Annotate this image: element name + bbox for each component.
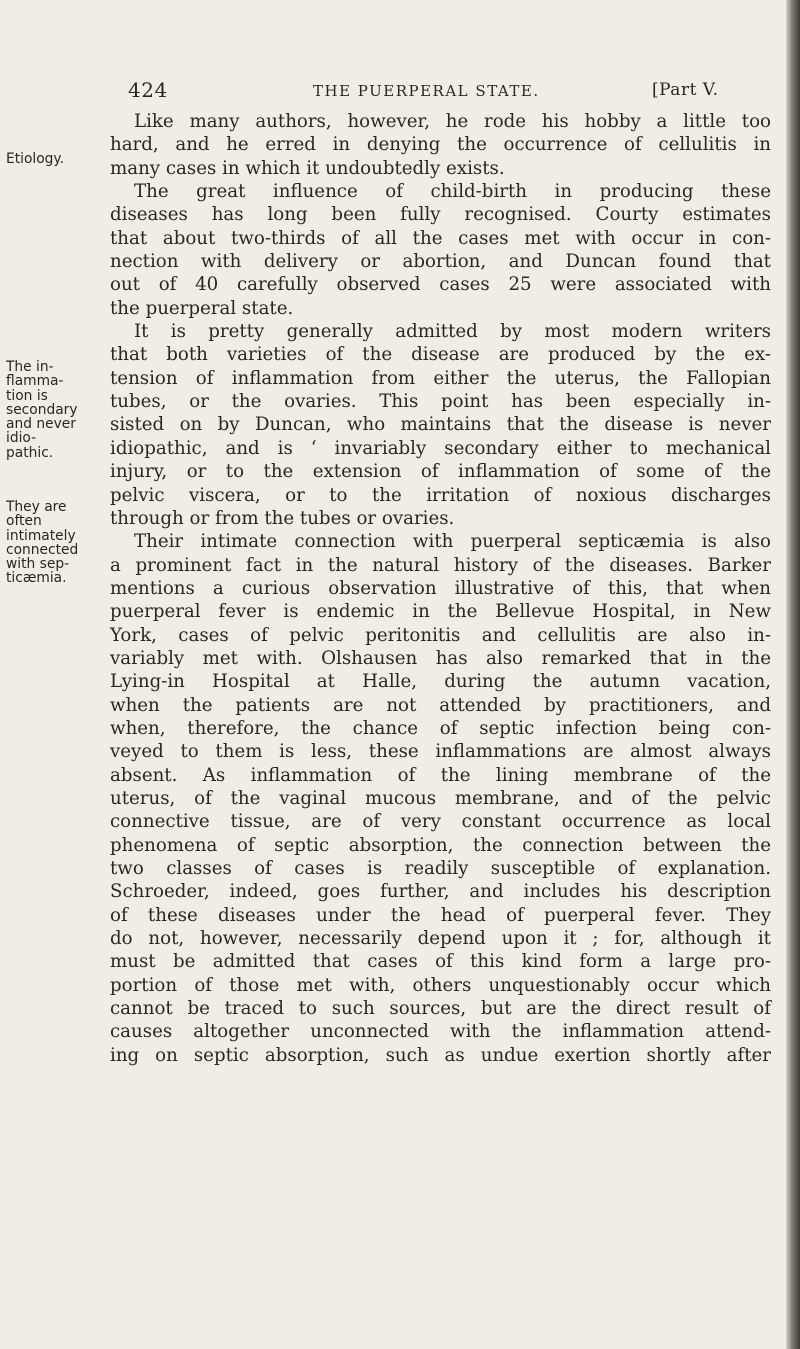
page-header [0, 78, 800, 108]
text-line: Lying-in Hospital at Halle, during the autumn vacation, [110, 671, 771, 693]
text-line: The great influence of child-birth in producing these [134, 181, 771, 203]
text-line: nection with delivery or abortion, and Duncan found that [110, 251, 771, 273]
text-line: when, therefore, the chance of septic infection being con- [110, 717, 771, 739]
margin-note-line: with sep- [6, 556, 70, 573]
text-line: variably met with. Olshausen has also remarked that in the [110, 647, 771, 669]
text-line: idiopathic, and is ‘ invariably secondary either to mechanical [110, 437, 771, 459]
text-line: Schroeder, indeed, goes further, and includes his description [110, 881, 771, 903]
margin-note-line: The in- [6, 359, 54, 375]
text-line: connective tissue, are of very constant occurrence as local [110, 811, 771, 833]
text-line: diseases has long been fully recognised. Courty estimates [110, 204, 771, 226]
text-line: tubes, or the ovaries. This point has been especially in- [110, 391, 771, 413]
page-edge-shadow [786, 0, 800, 1349]
part-label: [Part V. [652, 80, 719, 100]
text-line: through or from the tubes or ovaries. [110, 507, 455, 529]
text-line: out of 40 carefully observed cases 25 were associated with [110, 274, 771, 296]
margin-note-line: intimately [6, 527, 76, 544]
margin-note-inflammation [6, 360, 104, 460]
text-line: portion of those met with, others unquestionably occur which [110, 974, 771, 996]
margin-note-line: tion is [6, 387, 48, 404]
text-line: of these diseases under the head of puerperal fever. They [110, 904, 771, 926]
margin-note-line: idio- [6, 430, 37, 447]
body-text [110, 110, 771, 1067]
margin-note-line: flamma- [6, 373, 64, 390]
margin-note-line: and never [6, 416, 76, 433]
text-line: veyed to them is less, these inflammations are almost always [110, 741, 771, 763]
margin-note-line: They are [6, 499, 67, 515]
margin-note-line: Etiology. [6, 151, 65, 167]
page-number: 424 [128, 78, 168, 102]
margin-note-line: often [6, 513, 42, 530]
text-line: must be admitted that cases of this kind form a large pro- [110, 951, 771, 973]
margin-note-etiology [6, 152, 104, 166]
margin-note-septicaemia [6, 500, 104, 586]
text-line: York, cases of pelvic peritonitis and cellulitis are also in- [110, 624, 771, 646]
text-line: tension of inflammation from either the uterus, the Fallopian [110, 367, 771, 389]
text-line: Their intimate connection with puerperal septicæmia is also [134, 531, 771, 553]
text-line: injury, or to the extension of inflammation of some of the [110, 461, 771, 483]
text-line: uterus, of the vaginal mucous membrane, and of the pelvic [110, 787, 771, 809]
text-line: ing on septic absorption, such as undue exertion shortly after [110, 1044, 771, 1066]
text-line: puerperal fever is endemic in the Bellevue Hospital, in New [110, 601, 771, 623]
text-line: pelvic viscera, or to the irritation of noxious discharges [110, 484, 771, 506]
text-line: two classes of cases is readily susceptible of explanation. [110, 858, 771, 879]
text-line: that both varieties of the disease are produced by the ex- [110, 344, 771, 366]
text-line: that about two-thirds of all the cases met with occur in con- [110, 227, 771, 249]
margin-note-line: connected [6, 541, 79, 558]
running-title: THE PUERPERAL STATE. [313, 82, 540, 100]
text-line: when the patients are not attended by practitioners, and [110, 694, 771, 716]
text-line: many cases in which it undoubtedly exists. [110, 157, 505, 179]
margin-note-line: ticæmia. [6, 570, 67, 587]
text-line: cannot be traced to such sources, but are the direct result of [110, 998, 771, 1020]
text-line: mentions a curious observation illustrative of this, that when [110, 577, 771, 599]
text-line: a prominent fact in the natural history of the diseases. Barker [110, 554, 771, 576]
text-line: absent. As inflammation of the lining membrane of the [110, 764, 771, 786]
text-line: do not, however, necessarily depend upon it ; for, although it [110, 928, 771, 950]
margin-note-line: pathic. [6, 444, 54, 461]
text-line: It is pretty generally admitted by most modern writers [134, 321, 771, 343]
text-line: phenomena of septic absorption, the connection between the [110, 834, 771, 856]
text-line: the puerperal state. [110, 297, 294, 319]
text-line: causes altogether unconnected with the inflammation attend- [110, 1021, 771, 1043]
text-line: sisted on by Duncan, who maintains that the disease is never [110, 414, 771, 436]
text-line: Like many authors, however, he rode his hobby a little too [134, 111, 771, 132]
text-line: hard, and he erred in denying the occurrence of cellulitis in [110, 134, 771, 156]
margin-note-line: secondary [6, 401, 78, 418]
